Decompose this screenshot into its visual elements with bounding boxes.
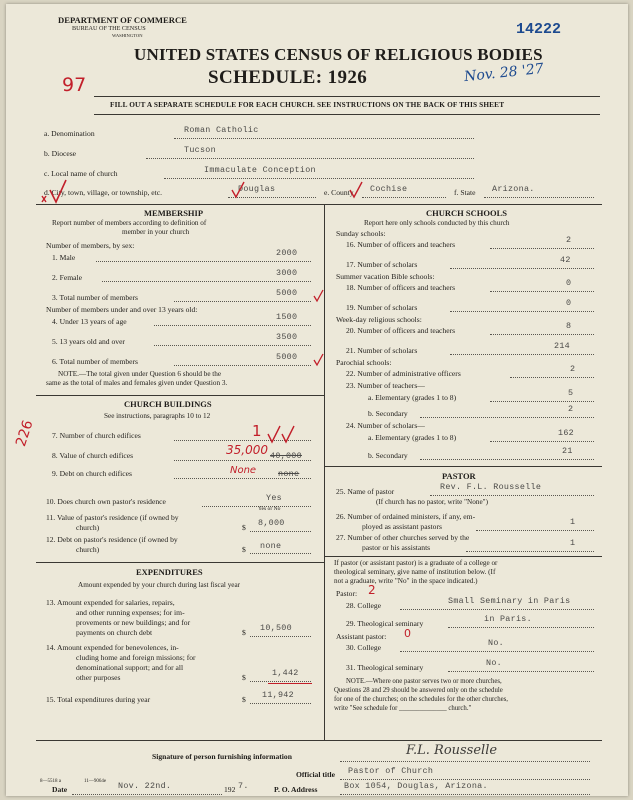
q25-label: 25. Name of pastor xyxy=(336,487,395,496)
q9-value: None xyxy=(230,465,257,476)
schedule-title: SCHEDULE: 1926 xyxy=(208,67,368,88)
schools-intro: Report here only schools conducted by this church xyxy=(364,219,510,227)
q9-label: 9. Debt on church edifices xyxy=(52,469,132,478)
city-label: d. City, town, village, or township, etc. xyxy=(44,188,163,197)
q15-label: 15. Total expenditures during year xyxy=(46,695,151,704)
q23-label: 23. Number of teachers— xyxy=(346,381,425,390)
q22-label: 22. Number of administrative officers xyxy=(346,369,461,378)
parochial-label: Parochial schools: xyxy=(336,358,392,367)
q24b-value: 21 xyxy=(562,446,573,456)
denomination-value: Roman Catholic xyxy=(184,125,259,135)
q29-value: in Paris. xyxy=(484,614,532,624)
q2-value: 3000 xyxy=(276,268,298,278)
q6-label: 6. Total number of members xyxy=(52,357,139,366)
q8-struck-value: 40,000 xyxy=(270,451,302,461)
q15-dollar: $ xyxy=(242,695,246,704)
assistant-sublabel: Assistant pastor: xyxy=(336,632,387,641)
q25-note: (If church has no pastor, write "None") xyxy=(376,498,488,506)
q13-line-4: payments on church debt xyxy=(76,628,153,637)
q4-value: 1500 xyxy=(276,312,298,322)
q14-line-2: cluding home and foreign missions; for xyxy=(76,653,196,662)
assistant-mark: 0 xyxy=(404,627,411,640)
q14-line-1: 14. Amount expended for benevolences, in- xyxy=(46,643,179,652)
q1-value: 2000 xyxy=(276,248,298,258)
membership-intro-1: Report number of members according to definition of xyxy=(52,219,207,227)
date-value: Nov. 22nd. xyxy=(118,781,172,791)
address-label: P. O. Address xyxy=(274,785,318,794)
q30-label: 30. College xyxy=(346,643,382,652)
q26-line-2: ployed as assistant pastors xyxy=(362,522,442,531)
q3-label: 3. Total number of members xyxy=(52,293,139,302)
q26-line-1: 26. Number of ordained ministers, if any, em- xyxy=(336,512,476,521)
q5-label: 5. 13 years old and over xyxy=(52,337,125,346)
expenditures-intro: Amount expended by your church during last fiscal year xyxy=(78,581,241,589)
q12-value: none xyxy=(260,541,282,551)
check-mark-icon xyxy=(282,426,294,442)
denomination-label: a. Denomination xyxy=(44,129,95,138)
q25-value: Rev. F.L. Rousselle xyxy=(440,482,542,492)
official-title-label: Official title xyxy=(296,770,336,779)
membership-heading: MEMBERSHIP xyxy=(144,208,204,218)
membership-intro-2: member in your church xyxy=(122,228,190,236)
q27-line-2: pastor or his assistants xyxy=(362,543,431,552)
q27-value: 1 xyxy=(570,538,576,548)
q24-label: 24. Number of scholars— xyxy=(346,421,425,430)
q6-value: 5000 xyxy=(276,352,298,362)
year-suffix: 7. xyxy=(238,781,249,791)
summer-label: Summer vacation Bible schools: xyxy=(336,272,435,281)
pastor-note-3: for one of the churches; on the schedules for the other churches, xyxy=(334,696,509,703)
census-schedule-sheet xyxy=(6,4,628,796)
official-title-value: Pastor of Church xyxy=(348,766,434,776)
q5-value: 3500 xyxy=(276,332,298,342)
q21-value: 214 xyxy=(554,341,570,351)
buildings-intro: See instructions, paragraphs 10 to 12 xyxy=(104,412,211,420)
q14-dollar: $ xyxy=(242,673,246,682)
q8-value: 35,000 xyxy=(226,443,268,457)
q14-value: 1,442 xyxy=(272,668,299,678)
q23a-label: a. Elementary (grades 1 to 8) xyxy=(368,393,457,402)
q19-value: 0 xyxy=(566,298,572,308)
college-intro-1: If pastor (or assistant pastor) is a graduate of a college or xyxy=(334,559,498,567)
address-value: Box 1054, Douglas, Arizona. xyxy=(344,781,488,791)
q11-dollar: $ xyxy=(242,523,246,532)
q15-value: 11,942 xyxy=(262,690,294,700)
q1-label: 1. Male xyxy=(52,253,76,262)
schools-heading: CHURCH SCHOOLS xyxy=(426,208,507,218)
q31-label: 31. Theological seminary xyxy=(346,663,424,672)
q12-label-1: 12. Debt on pastor's residence (if owned by xyxy=(46,535,178,544)
q13-line-3: provements or new buildings; and for xyxy=(76,618,191,627)
diocese-label: b. Diocese xyxy=(44,149,77,158)
county-value: Cochise xyxy=(370,184,408,194)
q11-label-2: church) xyxy=(76,523,100,532)
q21-label: 21. Number of scholars xyxy=(346,346,418,355)
q17-value: 42 xyxy=(560,255,571,265)
q28-label: 28. College xyxy=(346,601,382,610)
q24a-label: a. Elementary (grades 1 to 8) xyxy=(368,433,457,442)
q12-dollar: $ xyxy=(242,545,246,554)
q13-line-2: and other running expenses; for im- xyxy=(76,608,185,617)
q17-label: 17. Number of scholars xyxy=(346,260,418,269)
by-age-label: Number of members under and over 13 years old: xyxy=(46,305,198,314)
margin-mark: 226 xyxy=(13,418,37,449)
local-name-label: c. Local name of church xyxy=(44,169,118,178)
q4-label: 4. Under 13 years of age xyxy=(52,317,127,326)
city-value: Douglas xyxy=(238,184,276,194)
check-mark-icon xyxy=(268,426,280,442)
expenditures-heading: EXPENDITURES xyxy=(136,567,203,577)
membership-note-2: same as the total of males and females given under Question 3. xyxy=(46,379,228,387)
q22-value: 2 xyxy=(570,364,576,374)
pastor-note-1: NOTE.—Where one pastor serves two or more churches, xyxy=(346,678,502,685)
q18-value: 0 xyxy=(566,278,572,288)
date-label: Date xyxy=(52,785,68,794)
q23b-label: b. Secondary xyxy=(368,409,408,418)
q2-label: 2. Female xyxy=(52,273,82,282)
county-label: e. County xyxy=(324,188,354,197)
q11-label-1: 11. Value of pastor's residence (if owned by xyxy=(46,513,179,522)
handwritten-number: 97 xyxy=(62,74,87,96)
instruction-line: FILL OUT A SEPARATE SCHEDULE FOR EACH CHURCH. SEE INSTRUCTIONS ON THE BACK OF THIS SHEET xyxy=(110,100,505,109)
q16-value: 2 xyxy=(566,235,572,245)
q29-label: 29. Theological seminary xyxy=(346,619,424,628)
college-intro-3: not a graduate, write "No" in the space indicated.) xyxy=(334,577,478,585)
q23a-value: 5 xyxy=(568,388,574,398)
q18-label: 18. Number of officers and teachers xyxy=(346,283,456,292)
stamp-date: Nov. 28 '27 xyxy=(463,60,545,86)
q27-line-1: 27. Number of other churches served by the xyxy=(336,533,470,542)
q10-label: 10. Does church own pastor's residence xyxy=(46,497,166,506)
q14-line-3: denominational support; and for all xyxy=(76,663,184,672)
pastor-note-2: Questions 28 and 29 should be answered only on the schedule xyxy=(334,687,503,694)
state-value: Arizona. xyxy=(492,184,535,194)
membership-note-1: NOTE.—The total given under Question 6 should be the xyxy=(58,370,222,378)
q12-label-2: church) xyxy=(76,545,100,554)
pastor-heading: PASTOR xyxy=(442,471,476,481)
q7-label: 7. Number of church edifices xyxy=(52,431,141,440)
q7-value: 1 xyxy=(252,422,262,440)
q9-typed-value: none xyxy=(278,469,300,479)
bureau-label: BUREAU OF THE CENSUS xyxy=(72,25,146,32)
year-prefix: 192 xyxy=(224,785,236,794)
q28-value: Small Seminary in Paris xyxy=(448,596,571,606)
college-intro-2: theological seminary, give name of institution below. (If xyxy=(334,568,496,576)
q30-value: No. xyxy=(488,638,504,648)
buildings-marks xyxy=(6,4,628,484)
q24b-label: b. Secondary xyxy=(368,451,408,460)
state-label: f. State xyxy=(454,188,476,197)
city-label: WASHINGTON xyxy=(112,33,143,38)
q13-line-1: 13. Amount expended for salaries, repairs, xyxy=(46,598,175,607)
q23b-value: 2 xyxy=(568,404,574,414)
yes-no-hint: Yes or No xyxy=(258,506,281,512)
q20-label: 20. Number of officers and teachers xyxy=(346,326,456,335)
q24a-value: 162 xyxy=(558,428,574,438)
sunday-label: Sunday schools: xyxy=(336,229,386,238)
pastor-mark: 2 xyxy=(368,583,376,597)
pastor-sublabel: Pastor: xyxy=(336,589,358,598)
q20-value: 8 xyxy=(566,321,572,331)
signature-label: Signature of person furnishing information xyxy=(152,752,292,761)
form-title: UNITED STATES CENSUS OF RELIGIOUS BODIES xyxy=(134,45,543,64)
weekday-label: Week-day religious schools: xyxy=(336,315,422,324)
pastor-note-4: write "See schedule for ______________ church." xyxy=(334,705,472,712)
q13-value: 10,500 xyxy=(260,623,292,633)
signature-value: F.L. Rousselle xyxy=(406,743,498,758)
q13-dollar: $ xyxy=(242,628,246,637)
q8-label: 8. Value of church edifices xyxy=(52,451,134,460)
stamp-number: 14222 xyxy=(516,21,562,38)
q11-value: 8,000 xyxy=(258,518,285,528)
buildings-heading: CHURCH BUILDINGS xyxy=(124,399,212,409)
form-number: 8—5518 a xyxy=(40,779,61,784)
q3-value: 5000 xyxy=(276,288,298,298)
q10-value: Yes xyxy=(266,493,282,503)
q31-value: No. xyxy=(486,658,502,668)
q26-value: 1 xyxy=(570,517,576,527)
red-underline xyxy=(268,683,312,684)
dept-label: DEPARTMENT OF COMMERCE xyxy=(58,15,187,25)
q19-label: 19. Number of scholars xyxy=(346,303,418,312)
q16-label: 16. Number of officers and teachers xyxy=(346,240,456,249)
local-name-value: Immaculate Conception xyxy=(204,165,316,175)
diocese-value: Tucson xyxy=(184,145,216,155)
q14-line-4: other purposes xyxy=(76,673,121,682)
form-number-2: 11—9064e xyxy=(84,779,107,784)
by-sex-label: Number of members, by sex: xyxy=(46,241,135,250)
